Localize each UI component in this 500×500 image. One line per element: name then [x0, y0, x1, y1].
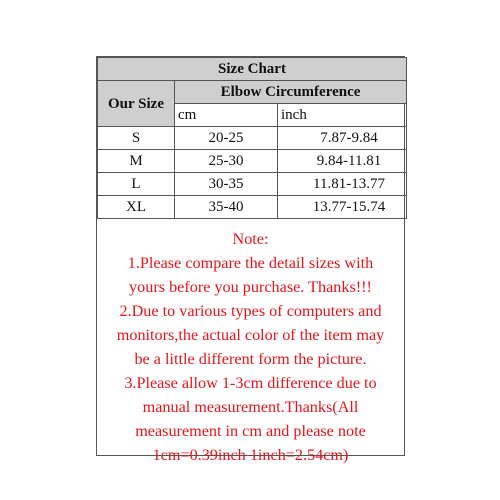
inch-cell: 11.81-13.77: [278, 173, 407, 196]
unit-cm-header: cm: [175, 104, 278, 127]
size-cell: XL: [98, 196, 175, 219]
unit-inch-header: inch: [278, 104, 407, 127]
note-line: yours before you purchase. Thanks!!!: [129, 278, 372, 296]
cm-cell: 25-30: [175, 150, 278, 173]
table-title: Size Chart: [98, 58, 407, 81]
note-line: 2.Due to various types of computers and: [119, 302, 382, 320]
note-line: 1.Please compare the detail sizes with: [127, 254, 374, 272]
note-line: 1cm=0.39inch 1inch=2.54cm): [152, 446, 349, 464]
cm-cell: 30-35: [175, 173, 278, 196]
cm-cell: 20-25: [175, 127, 278, 150]
inch-cell: 13.77-15.74: [278, 196, 407, 219]
size-cell: M: [98, 150, 175, 173]
note-line: measurement in cm and please note: [135, 422, 366, 440]
measure-header: Elbow Circumference: [175, 81, 407, 104]
note-line: be a little different form the picture.: [134, 350, 367, 368]
our-size-header: Our Size: [98, 81, 175, 127]
table-row: [98, 173, 407, 196]
title-row: [98, 58, 407, 81]
note-line: manual measurement.Thanks(All: [142, 398, 359, 416]
size-chart: [96, 56, 405, 464]
inch-cell: 7.87-9.84: [278, 127, 407, 150]
note-heading: Note:: [232, 230, 269, 248]
inch-cell: 9.84-11.81: [278, 150, 407, 173]
note-line: monitors,the actual color of the item may: [116, 326, 385, 344]
table-row: [98, 150, 407, 173]
note-section: [97, 219, 404, 467]
note-line: 3.Please allow 1-3cm difference due to: [124, 374, 377, 392]
measure-header-row: [98, 81, 407, 104]
size-cell: S: [98, 127, 175, 150]
table-row: [98, 127, 407, 150]
cm-cell: 35-40: [175, 196, 278, 219]
table-row: [98, 196, 407, 219]
size-cell: L: [98, 173, 175, 196]
size-table: [97, 57, 407, 219]
